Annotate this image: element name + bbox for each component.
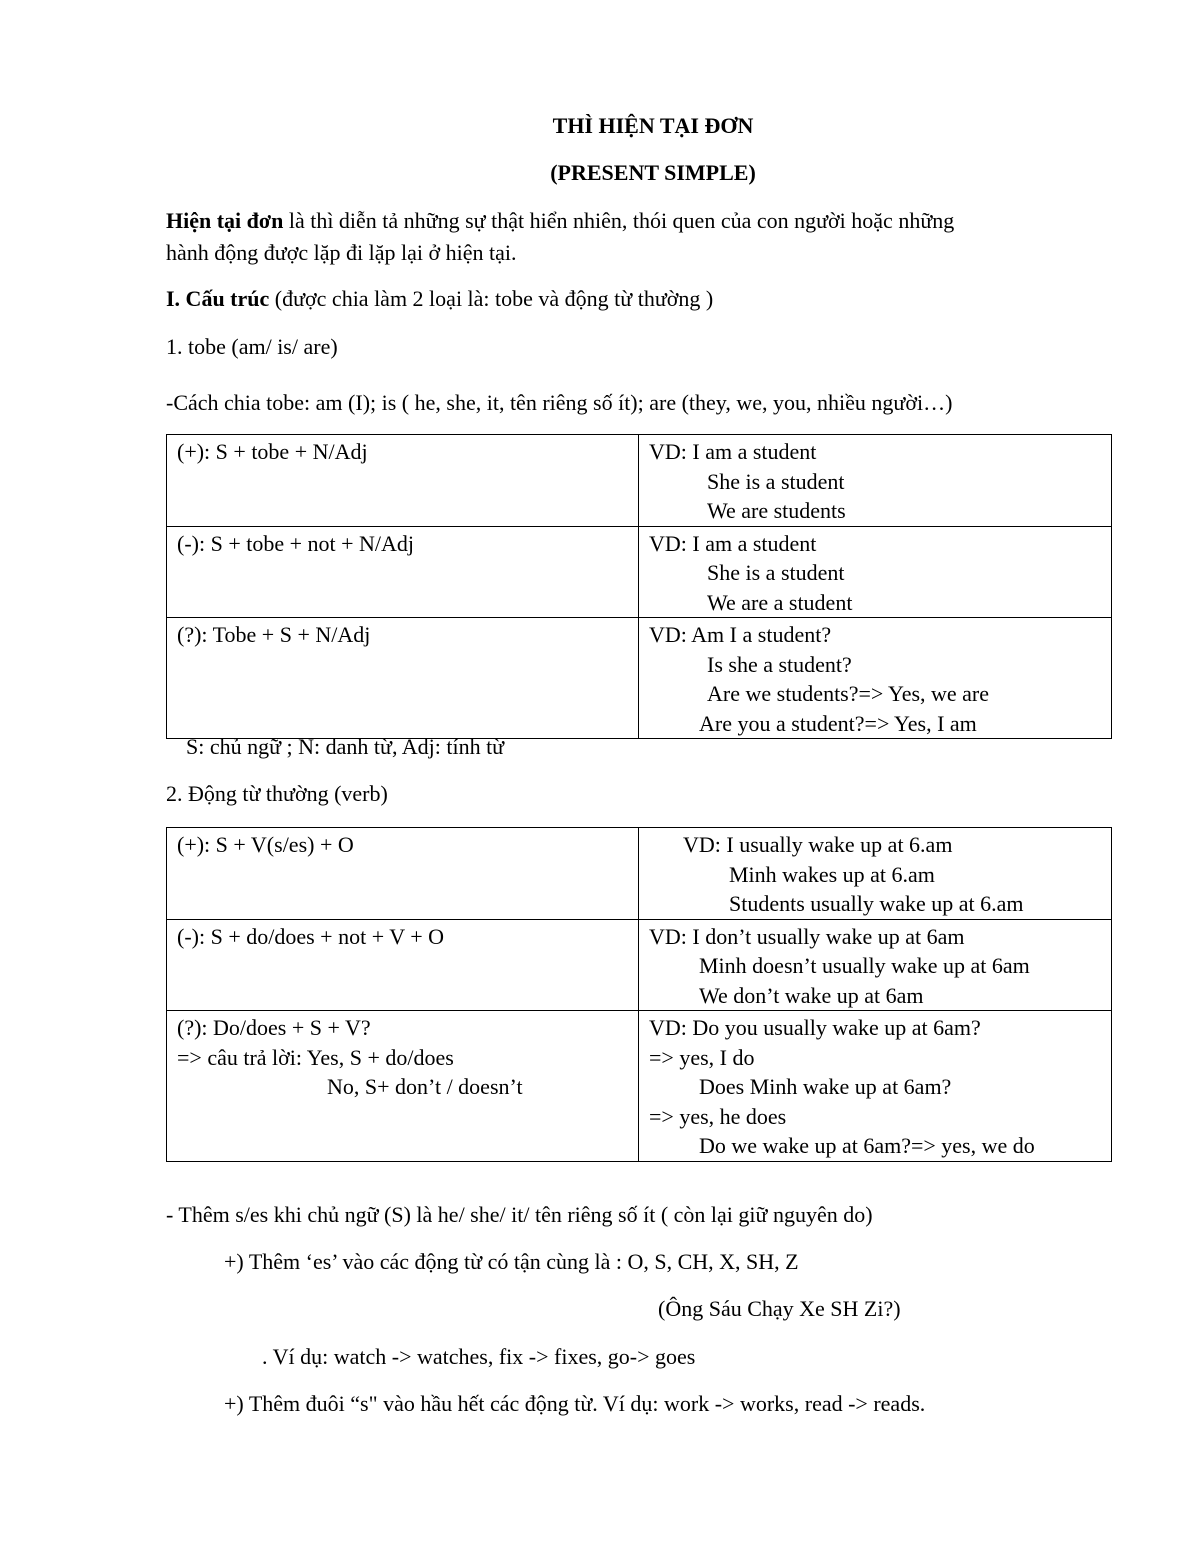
example-line: Students usually wake up at 6.am — [729, 891, 1024, 916]
tobe-conjugation: -Cách chia tobe: am (I); is ( he, she, it, tên riêng số ít); are (they, we, you, nhiều người…) — [166, 390, 953, 415]
example-line: She is a student — [707, 468, 845, 494]
formula-text: (-): S + tobe + not + N/Adj — [177, 530, 415, 556]
mnemonic: (Ông Sáu Chạy Xe SH Zi?) — [658, 1296, 901, 1321]
example-line: Minh doesn’t usually wake up at 6am — [699, 953, 1030, 978]
formula-cell — [167, 526, 639, 618]
intro-definition: là thì diễn tả những sự thật hiển nhiên, thói quen của con người hoặc những — [283, 208, 955, 233]
formula-cell — [167, 1011, 639, 1162]
example-line: => yes, he does — [649, 1103, 787, 1129]
example-line: VD: I am a student — [649, 439, 817, 464]
table-row — [167, 526, 1112, 618]
tobe-table — [166, 434, 1112, 739]
example-line: Do we wake up at 6am?=> yes, we do — [699, 1133, 1035, 1158]
formula-cell — [167, 828, 639, 920]
example-line: We don’t wake up at 6am — [699, 982, 924, 1008]
example-line: VD: I usually wake up at 6.am — [683, 832, 953, 857]
example-line: VD: I am a student — [649, 530, 817, 556]
example-line: Does Minh wake up at 6am? — [699, 1074, 952, 1099]
abbreviation-legend: S: chủ ngữ ; N: danh từ, Adj: tính từ — [186, 734, 505, 759]
example-line: VD: Do you usually wake up at 6am? — [649, 1015, 981, 1040]
section-structure-heading — [166, 286, 713, 312]
formula-text: (+): S + V(s/es) + O — [177, 832, 354, 857]
example-line: Minh wakes up at 6.am — [729, 861, 935, 887]
example-line: VD: I don’t usually wake up at 6am — [649, 923, 965, 949]
example-cell — [639, 435, 1112, 527]
intro-term: Hiện tại đơn — [166, 208, 284, 233]
intro-paragraph-line-2: hành động được lặp đi lặp lại ở hiện tại. — [166, 240, 517, 265]
example-cell — [639, 919, 1112, 1011]
formula-text: (+): S + tobe + N/Adj — [177, 439, 368, 464]
formula-text: (?): Do/does + S + V? — [177, 1015, 371, 1040]
example-line: Are we students?=> Yes, we are — [707, 681, 990, 706]
example-line: We are students — [707, 498, 846, 523]
formula-text: => câu trả lời: Yes, S + do/does — [177, 1044, 454, 1070]
intro-paragraph-line-1 — [166, 208, 954, 234]
section-structure-note: (được chia làm 2 loại là: tobe và động từ thường ) — [269, 286, 714, 311]
formula-cell — [167, 618, 639, 739]
example-line: Is she a student? — [707, 651, 852, 677]
tobe-heading: 1. tobe (am/ is/ are) — [166, 334, 338, 359]
example-line: => yes, I do — [649, 1044, 755, 1070]
table-row — [167, 618, 1112, 739]
example-cell — [639, 828, 1112, 920]
table-row — [167, 828, 1112, 920]
example-line: VD: Am I a student? — [649, 622, 832, 647]
example-cell — [639, 618, 1112, 739]
formula-cell — [167, 435, 639, 527]
example-line: She is a student — [707, 560, 845, 585]
example-cell — [639, 1011, 1112, 1162]
table-row — [167, 919, 1112, 1011]
s-rule: +) Thêm đuôi “s" vào hầu hết các động từ. Ví dụ: work -> works, read -> reads. — [224, 1391, 926, 1416]
section-structure-title: I. Cấu trúc — [166, 286, 270, 311]
verb-heading: 2. Động từ thường (verb) — [166, 781, 388, 806]
example-line: Are you a student?=> Yes, I am — [699, 710, 977, 736]
document-subtitle: (PRESENT SIMPLE) — [550, 160, 756, 185]
example-cell — [639, 526, 1112, 618]
ending-rule: - Thêm s/es khi chủ ngữ (S) là he/ she/ it/ tên riêng số ít ( còn lại giữ nguyên do) — [166, 1202, 873, 1227]
formula-text: (-): S + do/does + not + V + O — [177, 923, 444, 949]
example-line: We are a student — [707, 589, 853, 615]
table-row — [167, 435, 1112, 527]
document-title: THÌ HIỆN TẠI ĐƠN — [552, 113, 754, 138]
table-row — [167, 1011, 1112, 1162]
formula-cell — [167, 919, 639, 1011]
formula-text: No, S+ don’t / doesn’t — [327, 1074, 523, 1099]
formula-text: (?): Tobe + S + N/Adj — [177, 622, 371, 647]
es-example: . Ví dụ: watch -> watches, fix -> fixes, go-> goes — [262, 1344, 696, 1369]
es-rule: +) Thêm ‘es’ vào các động từ có tận cùng là : O, S, CH, X, SH, Z — [224, 1249, 799, 1274]
verb-table — [166, 827, 1112, 1162]
